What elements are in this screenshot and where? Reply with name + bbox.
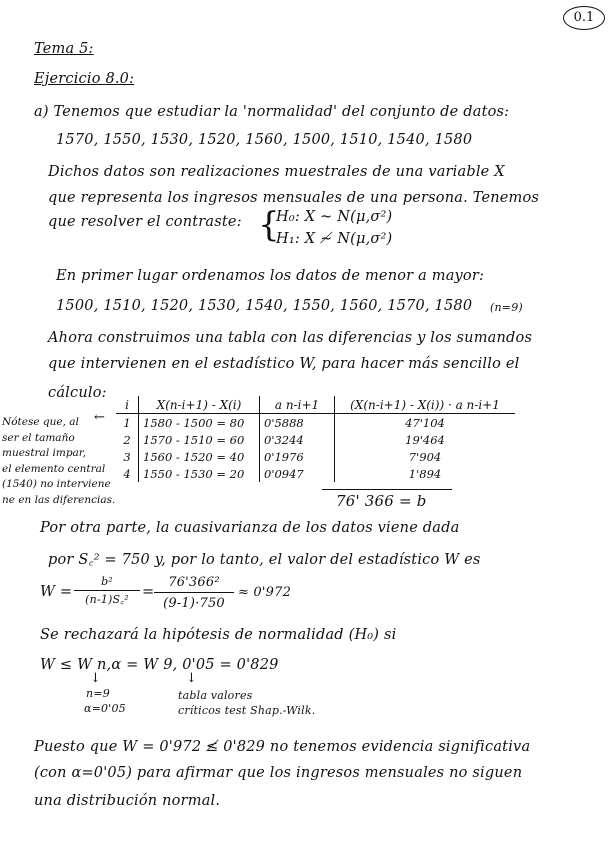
alpha-note: α=0'05 — [84, 702, 126, 715]
sorted-data-list: 1500, 1510, 1520, 1530, 1540, 1550, 1560, 1570, 1580 — [56, 298, 473, 314]
text-line: Se rechazará la hipótesis de normalidad (H₀) si — [40, 627, 397, 643]
table-cell: 1 — [123, 415, 131, 430]
table-cell: 7'904 — [335, 448, 516, 465]
table-cell: 19'464 — [335, 431, 516, 448]
table-header: i — [116, 396, 139, 414]
text-line: cálculo: — [48, 385, 107, 401]
text-line: a) Tenemos que estudiar la 'normalidad' del conjunto de datos: — [34, 104, 510, 120]
arrow-down-icon: ↓ — [90, 671, 101, 686]
text-line: Puesto que W = 0'972 ≰ 0'829 no tenemos evidencia significativa — [34, 739, 531, 755]
fraction-denominator: (n-1)S꜀² — [85, 593, 129, 606]
side-note-line: (1540) no interviene — [2, 478, 111, 490]
table-cell: 0'1976 — [260, 448, 335, 465]
text-line: una distribución normal. — [34, 793, 221, 809]
table-header: a n-i+1 — [260, 396, 335, 414]
table-row — [116, 448, 515, 465]
side-note-line: Nótese que, al — [2, 416, 79, 428]
exercise-heading: Ejercicio 8.0: — [34, 71, 135, 87]
sum-total: 76' 366 = b — [336, 492, 427, 510]
w-result: ≈ 0'972 — [238, 585, 292, 600]
table-cell: 1560 - 1520 = 40 — [139, 448, 260, 465]
table-cell: 0'0947 — [260, 465, 335, 482]
side-note-line: muestral impar, — [2, 447, 87, 459]
text-line: que representa los ingresos mensuales de una persona. Tenemos — [48, 190, 540, 206]
side-note-line: el elemento central — [2, 462, 106, 475]
fraction-numerator: 76'366² — [168, 575, 220, 590]
fraction-denominator: (9-1)·750 — [163, 596, 225, 611]
table-header: X(n-i+1) - X(i) — [139, 396, 260, 414]
table-cell: 2 — [123, 432, 131, 447]
n-note: n=9 — [86, 687, 110, 700]
data-list: 1570, 1550, 1530, 1520, 1560, 1500, 1510, 1540, 1580 — [56, 132, 473, 148]
table-cell: 4 — [123, 466, 131, 481]
table-header: (X(n-i+1) - X(i)) · a n-i+1 — [335, 396, 516, 414]
table-row — [116, 431, 515, 448]
text-line: por S꜀² = 750 y, por lo tanto, el valor del estadístico W es — [48, 552, 481, 568]
sample-size-note: (n=9) — [490, 301, 523, 314]
side-note — [2, 415, 115, 508]
w-label: W = — [40, 584, 73, 600]
differences-table — [116, 396, 515, 482]
table-cell: 1550 - 1530 = 20 — [139, 465, 260, 482]
topic-heading: Tema 5: — [34, 41, 94, 57]
table-row — [116, 465, 515, 482]
null-hypothesis: H₀: X ~ N(μ,σ²) — [276, 209, 393, 225]
page-number-badge: 0.1 — [563, 6, 605, 30]
hypothesis-brace: { — [258, 205, 280, 245]
side-note-line: ser el tamaño — [2, 431, 75, 444]
arrow-down-icon: ↓ — [186, 671, 197, 686]
table-header-row — [116, 396, 515, 414]
fraction-bar — [74, 590, 140, 591]
critical-table-note: tabla valores — [178, 689, 253, 702]
rejection-condition: W ≤ W n,α = W 9, 0'05 = 0'829 — [40, 657, 279, 673]
table-cell: 1570 - 1510 = 60 — [139, 431, 260, 448]
table-cell: 1'894 — [335, 465, 516, 482]
text-line: Ahora construimos una tabla con las diferencias y los sumandos — [48, 330, 533, 346]
critical-table-note: críticos test Shap.-Wilk. — [178, 704, 316, 717]
fraction-numerator: b² — [101, 575, 113, 588]
text-line: que resolver el contraste: — [48, 214, 242, 230]
table-row — [116, 414, 515, 432]
table-cell: 0'3244 — [260, 431, 335, 448]
fraction-bar — [154, 592, 234, 593]
text-line: Dichos datos son realizaciones muestrales de una variable X — [48, 164, 505, 180]
text-line: que intervienen en el estadístico W, para hacer más sencillo el — [48, 356, 520, 372]
table-cell: 3 — [123, 449, 131, 464]
equals-sign: = — [142, 584, 155, 600]
table-cell: 1580 - 1500 = 80 — [139, 414, 260, 432]
side-note-line: ne en las diferencias. — [2, 493, 116, 506]
table-cell: 0'5888 — [260, 414, 335, 432]
arrow-left-icon: ← — [94, 410, 105, 425]
table-cell: 47'104 — [335, 414, 516, 432]
text-line: En primer lugar ordenamos los datos de menor a mayor: — [56, 268, 485, 284]
text-line: (con α=0'05) para afirmar que los ingresos mensuales no siguen — [34, 765, 523, 781]
sum-rule — [322, 489, 452, 490]
text-line: Por otra parte, la cuasivarianza de los datos viene dada — [40, 520, 460, 536]
alternative-hypothesis: H₁: X ≁ N(μ,σ²) — [276, 231, 393, 247]
